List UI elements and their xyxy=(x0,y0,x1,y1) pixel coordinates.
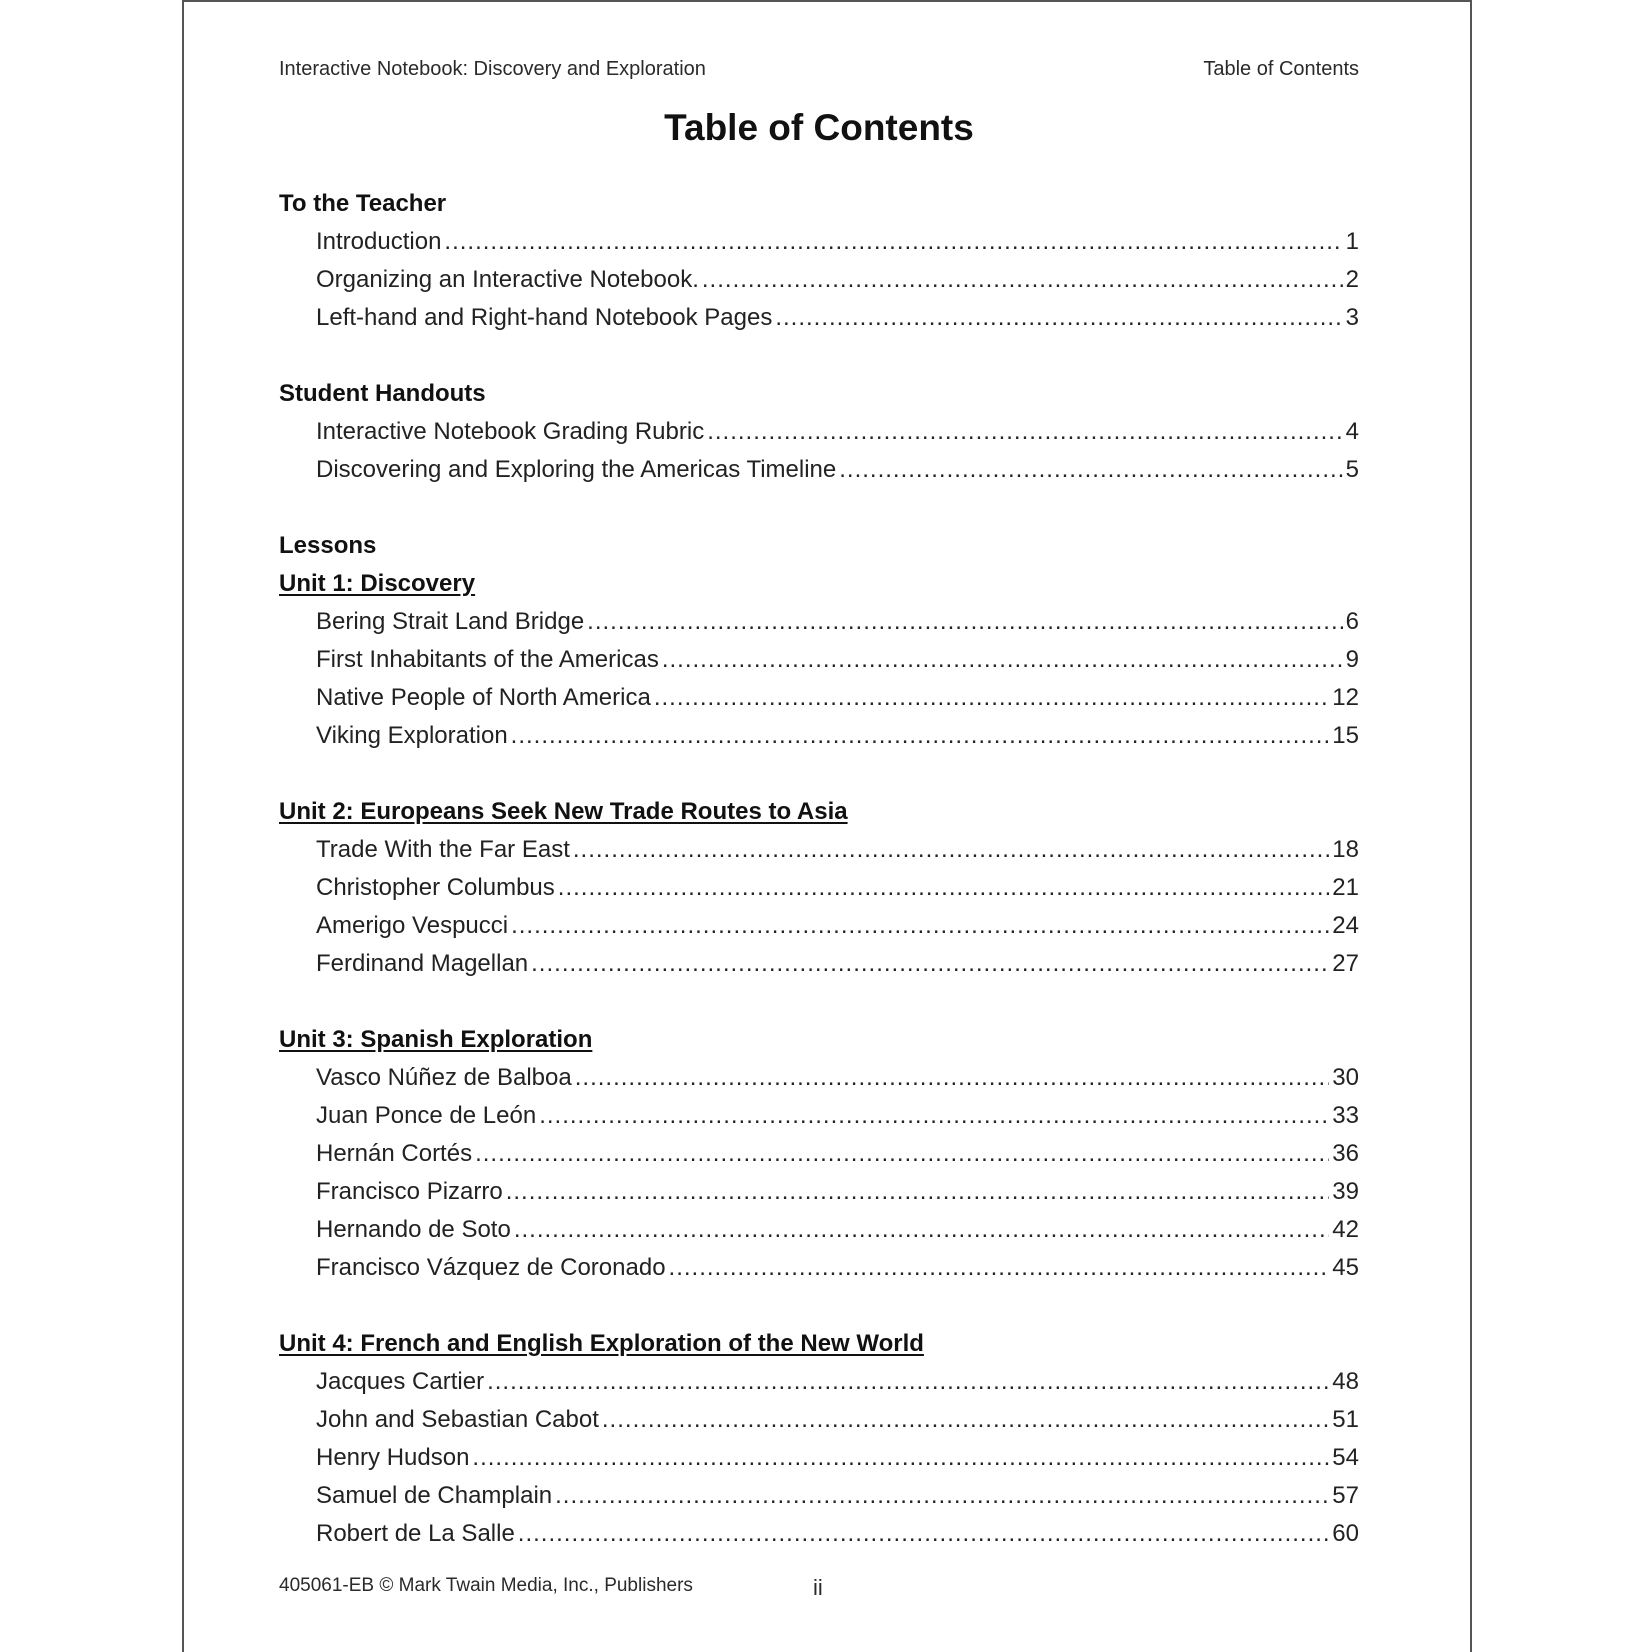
toc-entry-page: 57 xyxy=(1332,1482,1359,1509)
dot-leader xyxy=(558,869,1330,907)
toc-entry-title: First Inhabitants of the Americas xyxy=(316,646,659,673)
toc-entry[interactable] xyxy=(279,1439,1359,1477)
dot-leader xyxy=(775,299,1342,337)
running-header xyxy=(279,58,1359,81)
table-of-contents xyxy=(279,185,1359,1553)
toc-entry[interactable] xyxy=(279,907,1359,945)
dot-leader xyxy=(531,945,1329,983)
toc-entry[interactable] xyxy=(279,1097,1359,1135)
dot-leader xyxy=(587,603,1342,641)
toc-entry-title: Ferdinand Magellan xyxy=(316,950,529,977)
toc-entry-title: Hernando de Soto xyxy=(316,1216,511,1243)
toc-entry-page: 33 xyxy=(1332,1102,1359,1129)
toc-entry-page: 15 xyxy=(1332,722,1359,749)
toc-entry-page: 3 xyxy=(1345,304,1359,331)
toc-entry[interactable] xyxy=(279,261,1359,299)
toc-entry-title: Interactive Notebook Grading Rubric xyxy=(316,418,705,445)
dot-leader xyxy=(555,1477,1329,1515)
toc-entry[interactable] xyxy=(279,1401,1359,1439)
dot-leader xyxy=(702,261,1343,299)
dot-leader xyxy=(444,223,1342,261)
toc-entry-page: 6 xyxy=(1345,608,1359,635)
toc-entry-title: Christopher Columbus xyxy=(316,874,555,901)
dot-leader xyxy=(539,1097,1329,1135)
dot-leader xyxy=(475,1135,1329,1173)
dot-leader xyxy=(518,1515,1330,1553)
toc-entry[interactable] xyxy=(279,223,1359,261)
dot-leader xyxy=(654,679,1329,717)
toc-entry[interactable] xyxy=(279,641,1359,679)
page-title: Table of Contents xyxy=(664,107,974,148)
section-heading-handouts: Student Handouts xyxy=(279,380,486,407)
toc-entry-title: Juan Ponce de León xyxy=(316,1102,537,1129)
dot-leader xyxy=(487,1363,1329,1401)
toc-entry-title: Bering Strait Land Bridge xyxy=(316,608,585,635)
dot-leader xyxy=(662,641,1343,679)
dot-leader xyxy=(575,1059,1330,1097)
section-spacer xyxy=(279,755,1359,793)
toc-entry-title: Vasco Núñez de Balboa xyxy=(316,1064,572,1091)
page-number: ii xyxy=(813,1575,823,1600)
toc-entry[interactable] xyxy=(279,1363,1359,1401)
dot-leader xyxy=(511,717,1330,755)
toc-entry[interactable] xyxy=(279,1477,1359,1515)
toc-entry-title: Left-hand and Right-hand Notebook Pages xyxy=(316,304,773,331)
toc-entry-title: Native People of North America xyxy=(316,684,651,711)
toc-entry-title: Viking Exploration xyxy=(316,722,508,749)
section-heading-lessons: Lessons xyxy=(279,532,377,559)
publisher-credit: 405061-EB © Mark Twain Media, Inc., Publishers xyxy=(279,1575,693,1596)
toc-entry-page: 54 xyxy=(1332,1444,1359,1471)
toc-entry-page: 12 xyxy=(1332,684,1359,711)
dot-leader xyxy=(669,1249,1330,1287)
toc-entry[interactable] xyxy=(279,831,1359,869)
toc-entry-page: 48 xyxy=(1332,1368,1359,1395)
toc-entry-page: 27 xyxy=(1332,950,1359,977)
toc-entry-page: 2 xyxy=(1345,266,1359,293)
toc-entry-page: 60 xyxy=(1332,1520,1359,1547)
toc-entry[interactable] xyxy=(279,299,1359,337)
toc-entry-page: 9 xyxy=(1345,646,1359,673)
toc-entry[interactable] xyxy=(279,1173,1359,1211)
dot-leader xyxy=(506,1173,1330,1211)
toc-entry-title: Samuel de Champlain xyxy=(316,1482,553,1509)
section-spacer xyxy=(279,1287,1359,1325)
toc-entry-title: Organizing an Interactive Notebook. xyxy=(316,266,699,293)
section-spacer xyxy=(279,983,1359,1021)
toc-entry-title: Trade With the Far East xyxy=(316,836,570,863)
toc-entry-page: 4 xyxy=(1345,418,1359,445)
toc-entry-title: Amerigo Vespucci xyxy=(316,912,509,939)
document-page xyxy=(182,0,1472,1652)
toc-entry-title: Henry Hudson xyxy=(316,1444,470,1471)
unit-heading-4: Unit 4: French and English Exploration of the New World xyxy=(279,1330,924,1357)
toc-entry-page: 39 xyxy=(1332,1178,1359,1205)
toc-entry-title: Hernán Cortés xyxy=(316,1140,473,1167)
dot-leader xyxy=(514,1211,1329,1249)
toc-entry[interactable] xyxy=(279,1059,1359,1097)
unit-heading-3: Unit 3: Spanish Exploration xyxy=(279,1026,593,1053)
dot-leader xyxy=(511,907,1329,945)
dot-leader xyxy=(839,451,1342,489)
section-spacer xyxy=(279,489,1359,527)
section-heading-teacher: To the Teacher xyxy=(279,190,447,217)
toc-entry-page: 30 xyxy=(1332,1064,1359,1091)
toc-entry-title: Robert de La Salle xyxy=(316,1520,515,1547)
toc-entry[interactable] xyxy=(279,413,1359,451)
unit-heading-1: Unit 1: Discovery xyxy=(279,570,476,597)
toc-entry-page: 5 xyxy=(1345,456,1359,483)
toc-entry[interactable] xyxy=(279,1211,1359,1249)
toc-entry-page: 45 xyxy=(1332,1254,1359,1281)
toc-entry-title: Introduction xyxy=(316,228,442,255)
dot-leader xyxy=(602,1401,1329,1439)
running-header-section: Table of Contents xyxy=(1203,58,1359,80)
toc-entry-page: 21 xyxy=(1332,874,1359,901)
toc-entry-title: Francisco Vázquez de Coronado xyxy=(316,1254,666,1281)
toc-entry-page: 24 xyxy=(1332,912,1359,939)
toc-entry-page: 42 xyxy=(1332,1216,1359,1243)
toc-entry-page: 36 xyxy=(1332,1140,1359,1167)
toc-entry-title: Francisco Pizarro xyxy=(316,1178,503,1205)
toc-entry-page: 1 xyxy=(1345,228,1359,255)
dot-leader xyxy=(707,413,1342,451)
toc-entry[interactable] xyxy=(279,717,1359,755)
dot-leader xyxy=(573,831,1329,869)
running-header-book-title: Interactive Notebook: Discovery and Exploration xyxy=(279,58,706,80)
section-spacer xyxy=(279,337,1359,375)
toc-entry[interactable] xyxy=(279,1515,1359,1553)
toc-entry[interactable] xyxy=(279,869,1359,907)
toc-entry-title: Discovering and Exploring the Americas Timeline xyxy=(316,456,837,483)
toc-entry[interactable] xyxy=(279,1135,1359,1173)
toc-entry-page: 51 xyxy=(1332,1406,1359,1433)
toc-entry[interactable] xyxy=(279,1249,1359,1287)
toc-entry[interactable] xyxy=(279,679,1359,717)
unit-heading-2: Unit 2: Europeans Seek New Trade Routes to Asia xyxy=(279,798,848,825)
dot-leader xyxy=(472,1439,1329,1477)
toc-entry-title: Jacques Cartier xyxy=(316,1368,485,1395)
toc-entry[interactable] xyxy=(279,451,1359,489)
toc-entry[interactable] xyxy=(279,945,1359,983)
toc-entry-page: 18 xyxy=(1332,836,1359,863)
toc-entry-title: John and Sebastian Cabot xyxy=(316,1406,599,1433)
toc-entry[interactable] xyxy=(279,603,1359,641)
